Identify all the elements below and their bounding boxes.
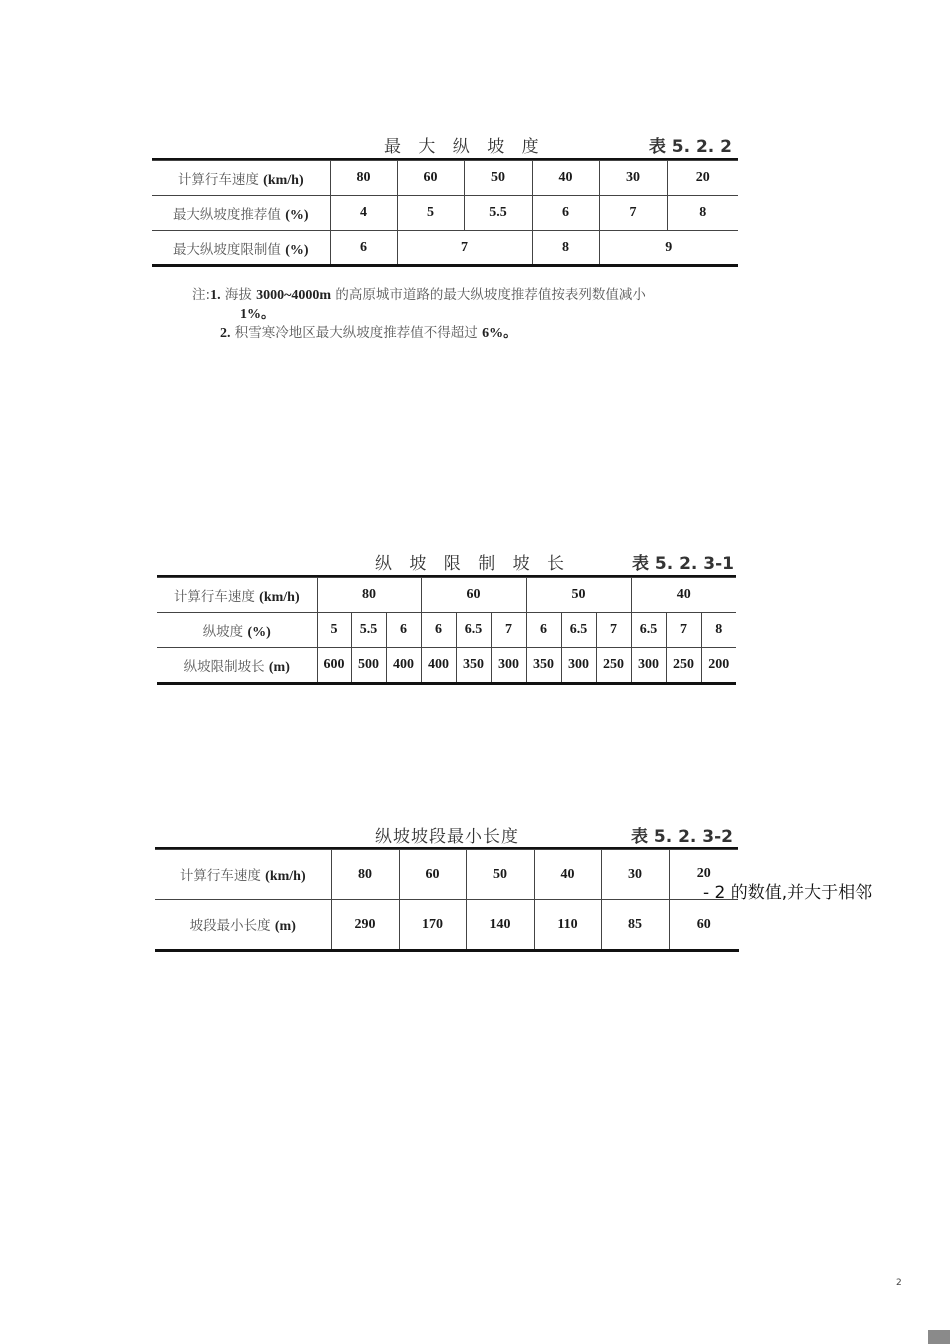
grade-cell: 7 xyxy=(666,613,701,648)
table-row xyxy=(155,850,738,900)
row-label: 计算行车速度 (km/h) xyxy=(157,578,317,613)
row-label: 计算行车速度 (km/h) xyxy=(155,850,331,900)
speed-cell: 80 xyxy=(317,578,421,613)
length-cell: 500 xyxy=(351,648,386,683)
speed-cell: 60 xyxy=(397,161,464,196)
speed-cell: 30 xyxy=(601,850,669,900)
speed-cell: 80 xyxy=(331,850,399,900)
table3-bottom-rule xyxy=(155,949,739,952)
row-label: 纵坡度 (%) xyxy=(157,613,317,648)
table1-number: 表 5. 2. 2 xyxy=(648,137,732,157)
grade-cell: 7 xyxy=(491,613,526,648)
table3-title: 纵坡坡段最小长度 xyxy=(375,827,519,847)
length-cell: 200 xyxy=(701,648,736,683)
value-cell: 7 xyxy=(599,196,667,231)
length-cell: 60 xyxy=(669,900,738,950)
length-cell: 350 xyxy=(456,648,491,683)
row-label: 纵坡限制坡长 (m) xyxy=(157,648,317,683)
speed-cell: 60 xyxy=(399,850,466,900)
speed-cell: 60 xyxy=(421,578,526,613)
table1-title: 最 大 纵 坡 度 xyxy=(384,137,545,157)
overlay-text-fragment: - 2 的数值,并大于相邻 xyxy=(703,883,873,903)
grade-cell: 8 xyxy=(701,613,736,648)
table-row xyxy=(152,196,738,231)
note-1: 注:1. 海拔 3000~4000m 的高原城市道路的最大纵坡度推荐值按表列数值减小 xyxy=(192,287,646,303)
length-cell: 400 xyxy=(386,648,421,683)
table-row xyxy=(152,231,738,266)
speed-cell: 40 xyxy=(631,578,736,613)
length-cell: 400 xyxy=(421,648,456,683)
table2-bottom-rule xyxy=(157,682,736,685)
value-cell: 9 xyxy=(599,231,738,266)
speed-cell: 80 xyxy=(330,161,397,196)
speed-cell: 50 xyxy=(466,850,534,900)
grade-cell: 6.5 xyxy=(561,613,596,648)
grade-cell: 6 xyxy=(386,613,421,648)
length-cell: 170 xyxy=(399,900,466,950)
length-cell: 350 xyxy=(526,648,561,683)
row-label: 坡段最小长度 (m) xyxy=(155,900,331,950)
length-cell: 250 xyxy=(666,648,701,683)
grade-cell: 6 xyxy=(421,613,456,648)
grade-cell: 6.5 xyxy=(456,613,491,648)
value-cell: 8 xyxy=(532,231,599,266)
grade-cell: 6.5 xyxy=(631,613,666,648)
row-label: 最大纵坡度推荐值 (%) xyxy=(152,196,330,231)
value-cell: 6 xyxy=(330,231,397,266)
table2-caption xyxy=(157,547,736,574)
length-cell: 140 xyxy=(466,900,534,950)
value-cell: 6 xyxy=(532,196,599,231)
speed-cell: 50 xyxy=(464,161,532,196)
speed-cell: 40 xyxy=(532,161,599,196)
speed-cell: 20 xyxy=(669,850,738,900)
table3-min-segment-length xyxy=(155,849,738,950)
table2-grade-limit-length xyxy=(157,577,736,683)
table1-caption xyxy=(152,130,738,157)
length-cell: 250 xyxy=(596,648,631,683)
value-cell: 4 xyxy=(330,196,397,231)
grade-cell: 7 xyxy=(596,613,631,648)
note-2: 2. 积雪寒冷地区最大纵坡度推荐值不得超过 6%。 xyxy=(220,325,518,341)
note-1-cont: 1%。 xyxy=(240,307,275,322)
table1-notes xyxy=(192,286,752,343)
page-number: 2 xyxy=(896,1278,902,1288)
table2-number: 表 5. 2. 3-1 xyxy=(631,554,734,574)
row-label: 最大纵坡度限制值 (%) xyxy=(152,231,330,266)
length-cell: 600 xyxy=(317,648,351,683)
speed-cell: 50 xyxy=(526,578,631,613)
table3-number: 表 5. 2. 3-2 xyxy=(630,827,733,847)
length-cell: 290 xyxy=(331,900,399,950)
length-cell: 300 xyxy=(631,648,666,683)
table-row xyxy=(157,578,736,613)
table1-bottom-rule xyxy=(152,264,738,267)
table-row xyxy=(157,613,736,648)
corner-scroll-marker xyxy=(928,1330,950,1344)
table-row xyxy=(155,900,738,950)
grade-cell: 6 xyxy=(526,613,561,648)
table3-caption xyxy=(155,820,735,847)
length-cell: 110 xyxy=(534,900,601,950)
length-cell: 85 xyxy=(601,900,669,950)
value-cell: 5 xyxy=(397,196,464,231)
speed-cell: 40 xyxy=(534,850,601,900)
speed-cell: 30 xyxy=(599,161,667,196)
grade-cell: 5 xyxy=(317,613,351,648)
value-cell: 7 xyxy=(397,231,532,266)
value-cell: 8 xyxy=(667,196,738,231)
table-row xyxy=(152,161,738,196)
table2-title: 纵 坡 限 制 坡 长 xyxy=(375,554,571,574)
table1-max-grade xyxy=(152,160,738,266)
value-cell: 5.5 xyxy=(464,196,532,231)
speed-cell: 20 xyxy=(667,161,738,196)
row-label: 计算行车速度 (km/h) xyxy=(152,161,330,196)
length-cell: 300 xyxy=(491,648,526,683)
table-row xyxy=(157,648,736,683)
length-cell: 300 xyxy=(561,648,596,683)
grade-cell: 5.5 xyxy=(351,613,386,648)
